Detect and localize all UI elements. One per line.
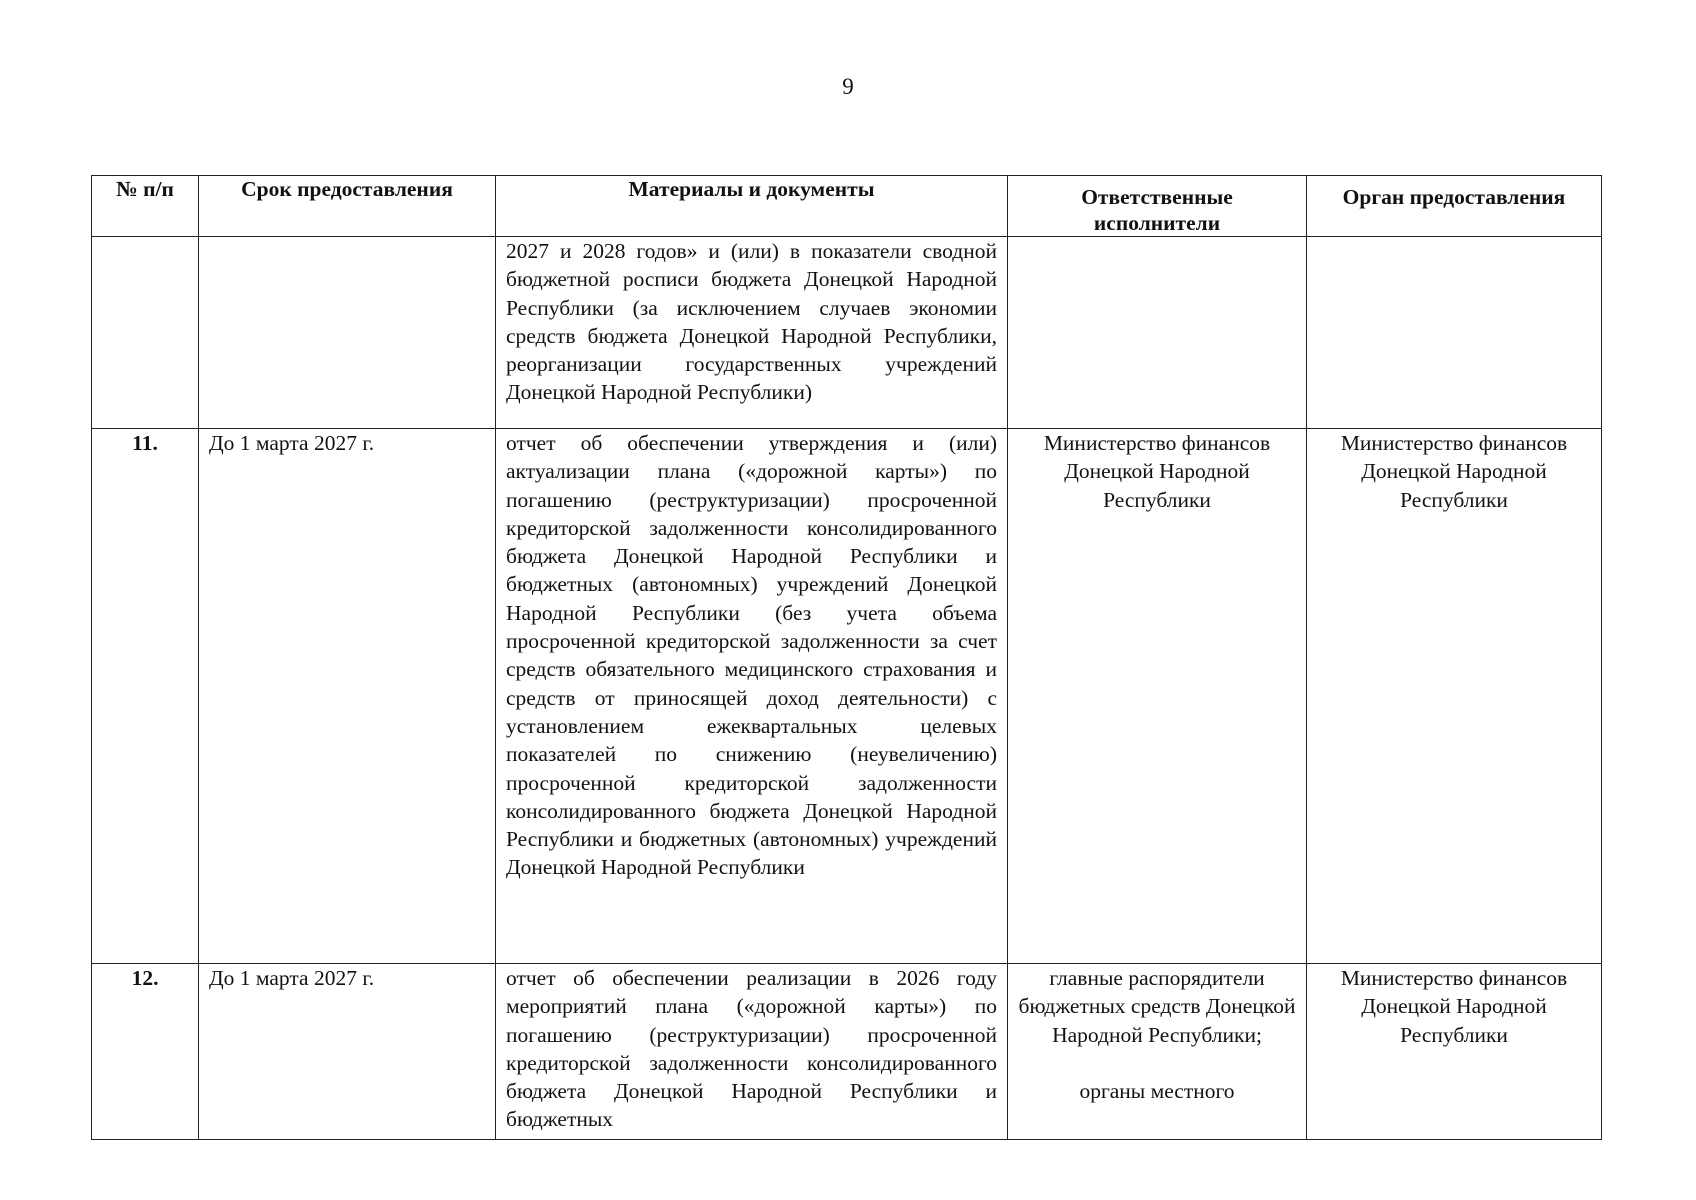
row-body: Министерство финансов Донецкой Народной Республики [1307, 429, 1602, 964]
table-row [92, 237, 1602, 429]
row-deadline [199, 237, 496, 429]
header-materials: Материалы и документы [496, 176, 1008, 237]
row-materials: отчет об обеспечении реализации в 2026 году мероприятий плана («дорожной карты») по погашению (реструктуризации) просроченной кредиторской задолженности консолидированного бюджета Донецкой Народной Республики и бюджетных [496, 964, 1008, 1140]
row-num: 12. [92, 964, 199, 1140]
row-num [92, 237, 199, 429]
schedule-table [91, 175, 1602, 1140]
row-responsible: главные распорядители бюджетных средств Донецкой Народной Республики; [1018, 966, 1296, 1047]
row-deadline: До 1 марта 2027 г. [199, 964, 496, 1140]
row-responsible [1008, 237, 1307, 429]
row-deadline: До 1 марта 2027 г. [199, 429, 496, 964]
row-materials: отчет об обеспечении утверждения и (или) актуализации плана («дорожной карты») по погашению (реструктуризации) просроченной кредиторской задолженности консолидированного бюджета Донецкой Народной Республики и бюджетных (автономных) учреждений Донецкой Народной Республики (без учета объема просроченной кредиторской задолженности за счет средств обязательного медицинского страхования и средств от приносящей доход деятельности) с установлением ежеквартальных целевых показателей по снижению (неувеличению) просроченной кредиторской задолженности консолидированного бюджета Донецкой Народной Республики и бюджетных (автономных) учреждений Донецкой Народной Республики [496, 429, 1008, 964]
row-num: 11. [92, 429, 199, 964]
row-body [1307, 237, 1602, 429]
table-row [92, 429, 1602, 964]
row-responsible: Министерство финансов Донецкой Народной Республики [1008, 429, 1307, 964]
header-deadline: Срок предоставления [199, 176, 496, 237]
header-responsible: Ответственные исполнители [1008, 176, 1307, 237]
header-num: № п/п [92, 176, 199, 237]
header-body: Орган предоставления [1307, 176, 1602, 237]
row-body: Министерство финансов Донецкой Народной Республики [1307, 964, 1602, 1140]
table-header-row [92, 176, 1602, 237]
table-row [92, 964, 1602, 1140]
row-responsible-cell [1008, 964, 1307, 1140]
row-materials: 2027 и 2028 годов» и (или) в показатели сводной бюджетной росписи бюджета Донецкой Народной Республики (за исключением случаев экономии средств бюджета Донецкой Народной Республики, реорганизации государственных учреждений Донецкой Народной Республики) [496, 237, 1008, 429]
row-responsible-extra: органы местного [1079, 1078, 1235, 1103]
page-number: 9 [842, 74, 854, 99]
